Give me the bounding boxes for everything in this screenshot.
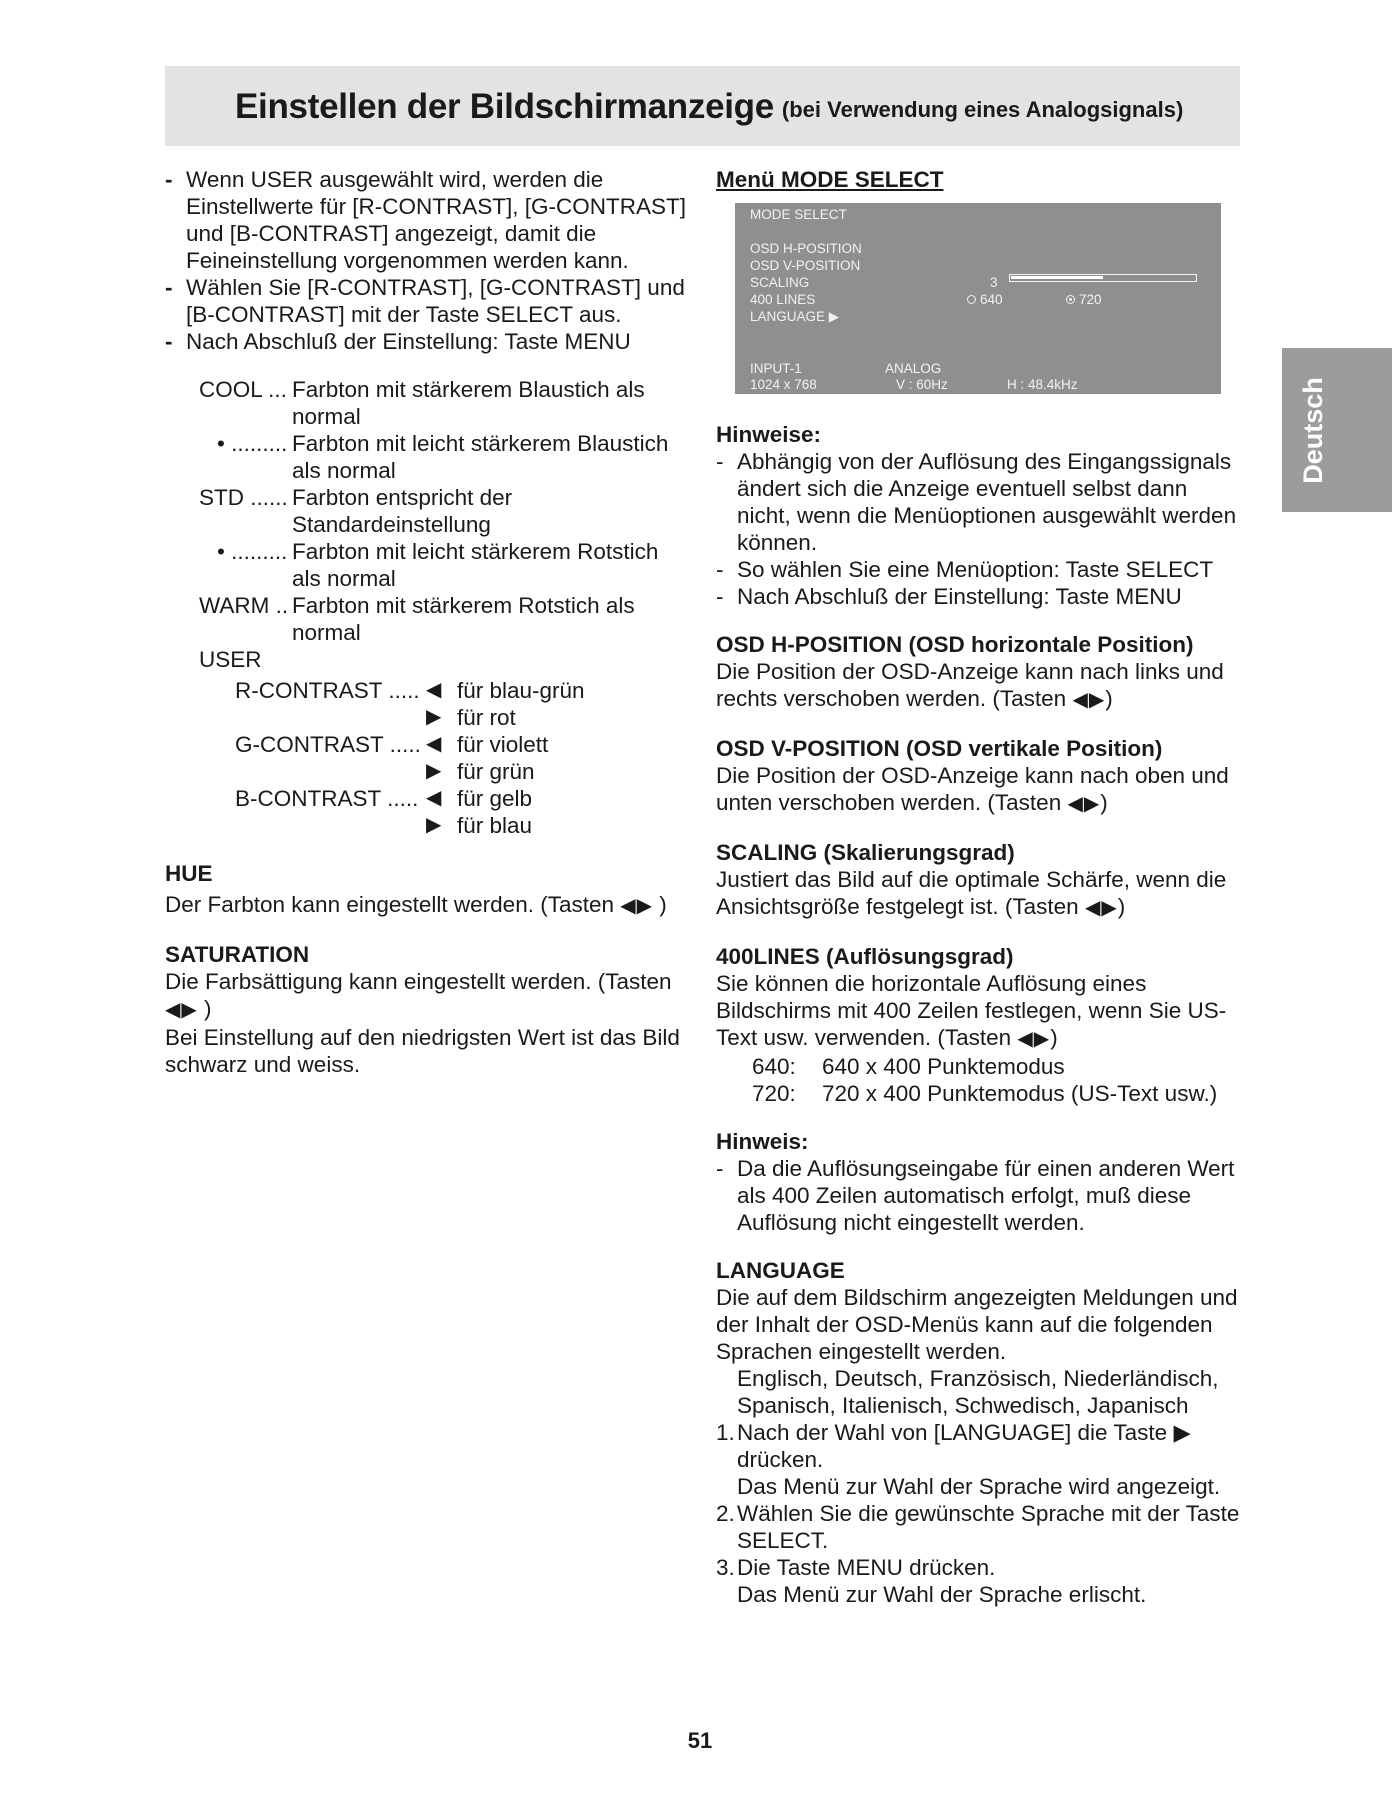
dash-mark: - (165, 167, 173, 192)
osd-option-640: 640 (980, 292, 1003, 307)
contrast-row-b (165, 785, 690, 812)
language-list: Englisch, Deutsch, Französisch, Niederländisch, Spanisch, Italienisch, Schwedisch, Japanisch (737, 1366, 1219, 1418)
v-position-close: ) (1100, 790, 1108, 815)
saturation-text (165, 968, 690, 1024)
lines-heading: 400LINES (Auflösungsgrad) (716, 944, 1014, 969)
step-text: Nach der Wahl von [LANGUAGE] die Taste ▶ drücken. (737, 1420, 1191, 1472)
left-arrow-icon: ◀ (426, 733, 442, 755)
tone-lead: • ......... (217, 431, 288, 456)
lines-value-key: 720: (752, 1081, 796, 1106)
step-subtext: Das Menü zur Wahl der Sprache wird angezeigt. (737, 1474, 1221, 1499)
dash-mark: - (716, 557, 724, 582)
step-text: Wählen Sie die gewünschte Sprache mit der Taste SELECT. (737, 1501, 1240, 1553)
step-number: 2. (716, 1501, 735, 1526)
contrast-text: für grün (457, 759, 535, 784)
osd-scaling-value: 3 (990, 275, 998, 290)
step-subtext: Das Menü zur Wahl der Sprache erlischt. (737, 1582, 1147, 1607)
list-item (165, 328, 690, 355)
left-arrow-icon: ◀ (426, 679, 442, 701)
list-item-text: Wenn USER ausgewählt wird, werden die Einstellwerte für [R-CONTRAST], [G-CONTRAST] und [B-CONTRAST] angezeigt, damit die Feineinstellung vorgenommen werden kann. (186, 167, 687, 273)
v-position-body: Die Position der OSD-Anzeige kann nach oben und unten verschoben werden. (Tasten (716, 763, 1229, 815)
v-position-text (716, 762, 1246, 818)
osd-option-720: 720 (1079, 292, 1102, 307)
tone-text: Farbton mit stärkerem Blaustich als normal (292, 377, 645, 429)
tone-item-cool (165, 376, 690, 430)
contrast-row-b2 (165, 812, 690, 839)
list-item-text: Nach Abschluß der Einstellung: Taste MENU (737, 584, 1182, 609)
h-position-heading: OSD H-POSITION (OSD horizontale Position) (716, 632, 1194, 657)
saturation-close: ) (204, 996, 212, 1021)
saturation-heading: SATURATION (165, 942, 310, 967)
tone-text: Farbton mit stärkerem Rotstich als normal (292, 593, 635, 645)
contrast-text: für blau-grün (457, 678, 585, 703)
note2-heading: Hinweis: (716, 1129, 809, 1154)
osd-scaling-bar (1009, 274, 1197, 282)
list-item-text: Nach Abschluß der Einstellung: Taste MENU (186, 329, 631, 354)
left-arrow-icon: ◀ (426, 787, 442, 809)
osd-item-scaling: SCALING (750, 275, 810, 290)
step-number: 1. (716, 1420, 735, 1445)
dash-mark: - (716, 1156, 724, 1181)
left-right-arrows-icon: ◀▶ (1067, 793, 1101, 815)
scaling-heading: SCALING (Skalierungsgrad) (716, 840, 1015, 865)
radio-640-icon (967, 295, 976, 304)
step-item (716, 1419, 1246, 1500)
saturation-note: Bei Einstellung auf den niedrigsten Wert ist das Bild schwarz und weiss. (165, 1025, 680, 1077)
contrast-row-r (165, 677, 690, 704)
language-heading: LANGUAGE (716, 1258, 845, 1283)
list-item (165, 274, 690, 328)
left-right-arrows-icon: ◀▶ (620, 895, 654, 917)
tone-text: Farbton mit leicht stärkerem Rotstich als normal (292, 539, 659, 591)
contrast-row-g2 (165, 758, 690, 785)
v-position-heading: OSD V-POSITION (OSD vertikale Position) (716, 736, 1163, 761)
contrast-row-g (165, 731, 690, 758)
lines-text (716, 970, 1246, 1053)
tone-lead: • ......... (217, 539, 288, 564)
saturation-body: Die Farbsättigung kann eingestellt werden. (Tasten (165, 969, 672, 994)
osd-scaling-bar-fill (1011, 276, 1103, 279)
tone-text: Farbton mit leicht stärkerem Blaustich als normal (292, 431, 669, 483)
left-right-arrows-icon: ◀▶ (1072, 689, 1106, 711)
list-item (165, 166, 690, 274)
list-item (716, 583, 1246, 610)
tone-text: Farbton entspricht der Standardeinstellung (292, 485, 513, 537)
osd-item-400-lines: 400 LINES (750, 292, 816, 307)
step-text: Die Taste MENU drücken. (737, 1555, 996, 1580)
lines-value-row (716, 1080, 1246, 1107)
page-subtitle: (bei Verwendung eines Analogsignals) (781, 96, 1184, 122)
contrast-text: für gelb (457, 786, 533, 811)
osd-signal: ANALOG (885, 361, 942, 376)
scaling-body: Justiert das Bild auf die optimale Schärfe, wenn die Ansichtsgröße festgelegt ist. (Tasten (716, 867, 1227, 919)
hue-close: ) (659, 892, 667, 917)
dash-mark: - (716, 584, 724, 609)
left-column (165, 166, 690, 1078)
radio-720-selected-icon (1066, 295, 1075, 304)
contrast-text: für rot (457, 705, 516, 730)
osd-item-language: LANGUAGE ▶ (750, 309, 840, 324)
user-label: USER (199, 647, 262, 672)
language-side-tab (1282, 348, 1392, 512)
side-tab-label: Deutsch (1297, 376, 1328, 484)
list-item (716, 556, 1246, 583)
left-right-arrows-icon: ◀▶ (165, 999, 198, 1021)
dash-mark: - (165, 275, 173, 300)
step-item (716, 1500, 1246, 1554)
scaling-text (716, 866, 1246, 922)
tone-lead: STD ...... (199, 485, 288, 510)
contrast-row-r2 (165, 704, 690, 731)
lines-close: ) (1050, 1025, 1058, 1050)
lines-body: Sie können die horizontale Auflösung eines Bildschirms mit 400 Zeilen festlegen, wenn Sie US-Text usw. verwenden. (Tasten (716, 971, 1227, 1050)
tone-lead: COOL ... (199, 377, 287, 402)
list-item-text: Abhängig von der Auflösung des Eingangssignals ändert sich die Anzeige eventuell selbst dann nicht, wenn die Menüoptionen ausgewählt werden können. (737, 449, 1237, 555)
lines-value-text: 720 x 400 Punktemodus (US-Text usw.) (822, 1081, 1218, 1106)
contrast-text: für blau (457, 813, 533, 838)
tone-item-cool-light (165, 430, 690, 484)
step-item (716, 1554, 1246, 1608)
osd-title: MODE SELECT (750, 207, 847, 222)
list-item (716, 1155, 1246, 1236)
osd-item-h-position: OSD H-POSITION (750, 241, 862, 256)
contrast-lead: R-CONTRAST ..... (235, 678, 420, 703)
list-item-text: So wählen Sie eine Menüoption: Taste SELECT (737, 557, 1214, 582)
left-right-arrows-icon: ◀▶ (1084, 897, 1118, 919)
notes-heading: Hinweise: (716, 422, 822, 447)
page-title: Einstellen der Bildschirmanzeige (235, 86, 774, 126)
hue-heading: HUE (165, 861, 213, 886)
h-position-body: Die Position der OSD-Anzeige kann nach links und rechts verschoben werden. (Tasten (716, 659, 1224, 711)
osd-menu-screenshot (735, 203, 1221, 394)
contrast-lead: G-CONTRAST ..... (235, 732, 421, 757)
osd-vfreq: V : 60Hz (896, 377, 948, 392)
list-item-text: Da die Auflösungseingabe für einen anderen Wert als 400 Zeilen automatisch erfolgt, muß diese Auflösung nicht eingestellt werden. (737, 1156, 1235, 1235)
dash-mark: - (165, 329, 173, 354)
h-position-close: ) (1105, 686, 1113, 711)
dash-mark: - (716, 449, 724, 474)
language-text: Die auf dem Bildschirm angezeigten Meldungen und der Inhalt der OSD-Menüs kann auf die folgenden Sprachen eingestellt werden. (716, 1285, 1238, 1364)
menu-heading: Menü MODE SELECT (716, 167, 944, 192)
lines-value-row (716, 1053, 1246, 1080)
right-arrow-icon: ▶ (426, 706, 442, 728)
hue-body: Der Farbton kann eingestellt werden. (Tasten (165, 892, 614, 917)
osd-resolution: 1024 x 768 (750, 377, 817, 392)
list-item (716, 448, 1246, 556)
h-position-text (716, 658, 1246, 714)
osd-hfreq: H : 48.4kHz (1007, 377, 1078, 392)
right-arrow-icon: ▶ (426, 814, 442, 836)
left-right-arrows-icon: ◀▶ (1017, 1028, 1051, 1050)
osd-item-v-position: OSD V-POSITION (750, 258, 861, 273)
tone-item-warm-light (165, 538, 690, 592)
contrast-text: für violett (457, 732, 549, 757)
list-item-text: Wählen Sie [R-CONTRAST], [G-CONTRAST] und [B-CONTRAST] mit der Taste SELECT aus. (186, 275, 685, 327)
lines-value-text: 640 x 400 Punktemodus (822, 1054, 1065, 1079)
osd-input: INPUT-1 (750, 361, 802, 376)
step-number: 3. (716, 1555, 735, 1580)
tone-item-std (165, 484, 690, 538)
hue-text (165, 891, 690, 920)
page-header (165, 66, 1240, 146)
page-number: 51 (687, 1728, 713, 1753)
scaling-close: ) (1117, 894, 1126, 919)
right-arrow-icon: ▶ (426, 760, 442, 782)
right-column (716, 166, 1246, 1608)
tone-lead: WARM .. (199, 593, 289, 618)
contrast-lead: B-CONTRAST ..... (235, 786, 419, 811)
tone-item-warm (165, 592, 690, 646)
lines-value-key: 640: (752, 1054, 796, 1079)
